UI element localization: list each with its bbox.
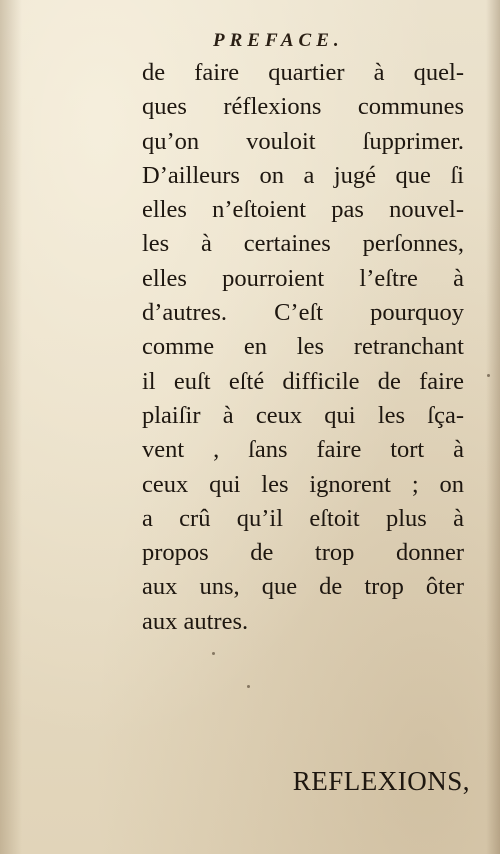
page-edge-shadow [486, 0, 500, 854]
paper-speck [212, 652, 215, 655]
text-line: comme en les retranchant [142, 333, 464, 361]
spine-shadow [0, 0, 22, 854]
text-line: d’autres. C’eſt pourquoy [142, 299, 464, 327]
text-line: D’ailleurs on a jugé que ſi [142, 161, 464, 189]
bleed-through-shadow [190, 640, 460, 744]
text-line: aux uns, que de trop ôter [142, 573, 464, 601]
text-line: elles n’eſtoient pas nouvel- [142, 196, 464, 224]
text-line: ques réflexions communes [142, 93, 464, 121]
text-line: de faire quartier à quel- [142, 59, 464, 86]
text-line: les à certaines perſonnes, [142, 230, 464, 258]
catchword: REFLEXIONS, [292, 766, 470, 796]
text-line: a crû qu’il eſtoit plus à [142, 504, 464, 532]
paper-speck [247, 685, 250, 688]
text-line: plaiſir à ceux qui les ſça- [142, 401, 464, 429]
body-text [142, 56, 464, 639]
text-line: propos de trop donner [142, 539, 464, 567]
text-line: elles pourroient l’eſtre à [142, 264, 464, 292]
paper-speck [487, 374, 490, 377]
text-line: qu’on vouloit ſupprimer. [142, 127, 464, 155]
text-line: il euſt eſté difficile de faire [142, 367, 464, 395]
running-head: PREFACE. [213, 30, 344, 51]
text-line: vent , ſans faire tort à [142, 436, 464, 464]
text-line: ceux qui les ignorent ; on [142, 470, 464, 498]
text-line-last: aux autres. [142, 607, 249, 635]
